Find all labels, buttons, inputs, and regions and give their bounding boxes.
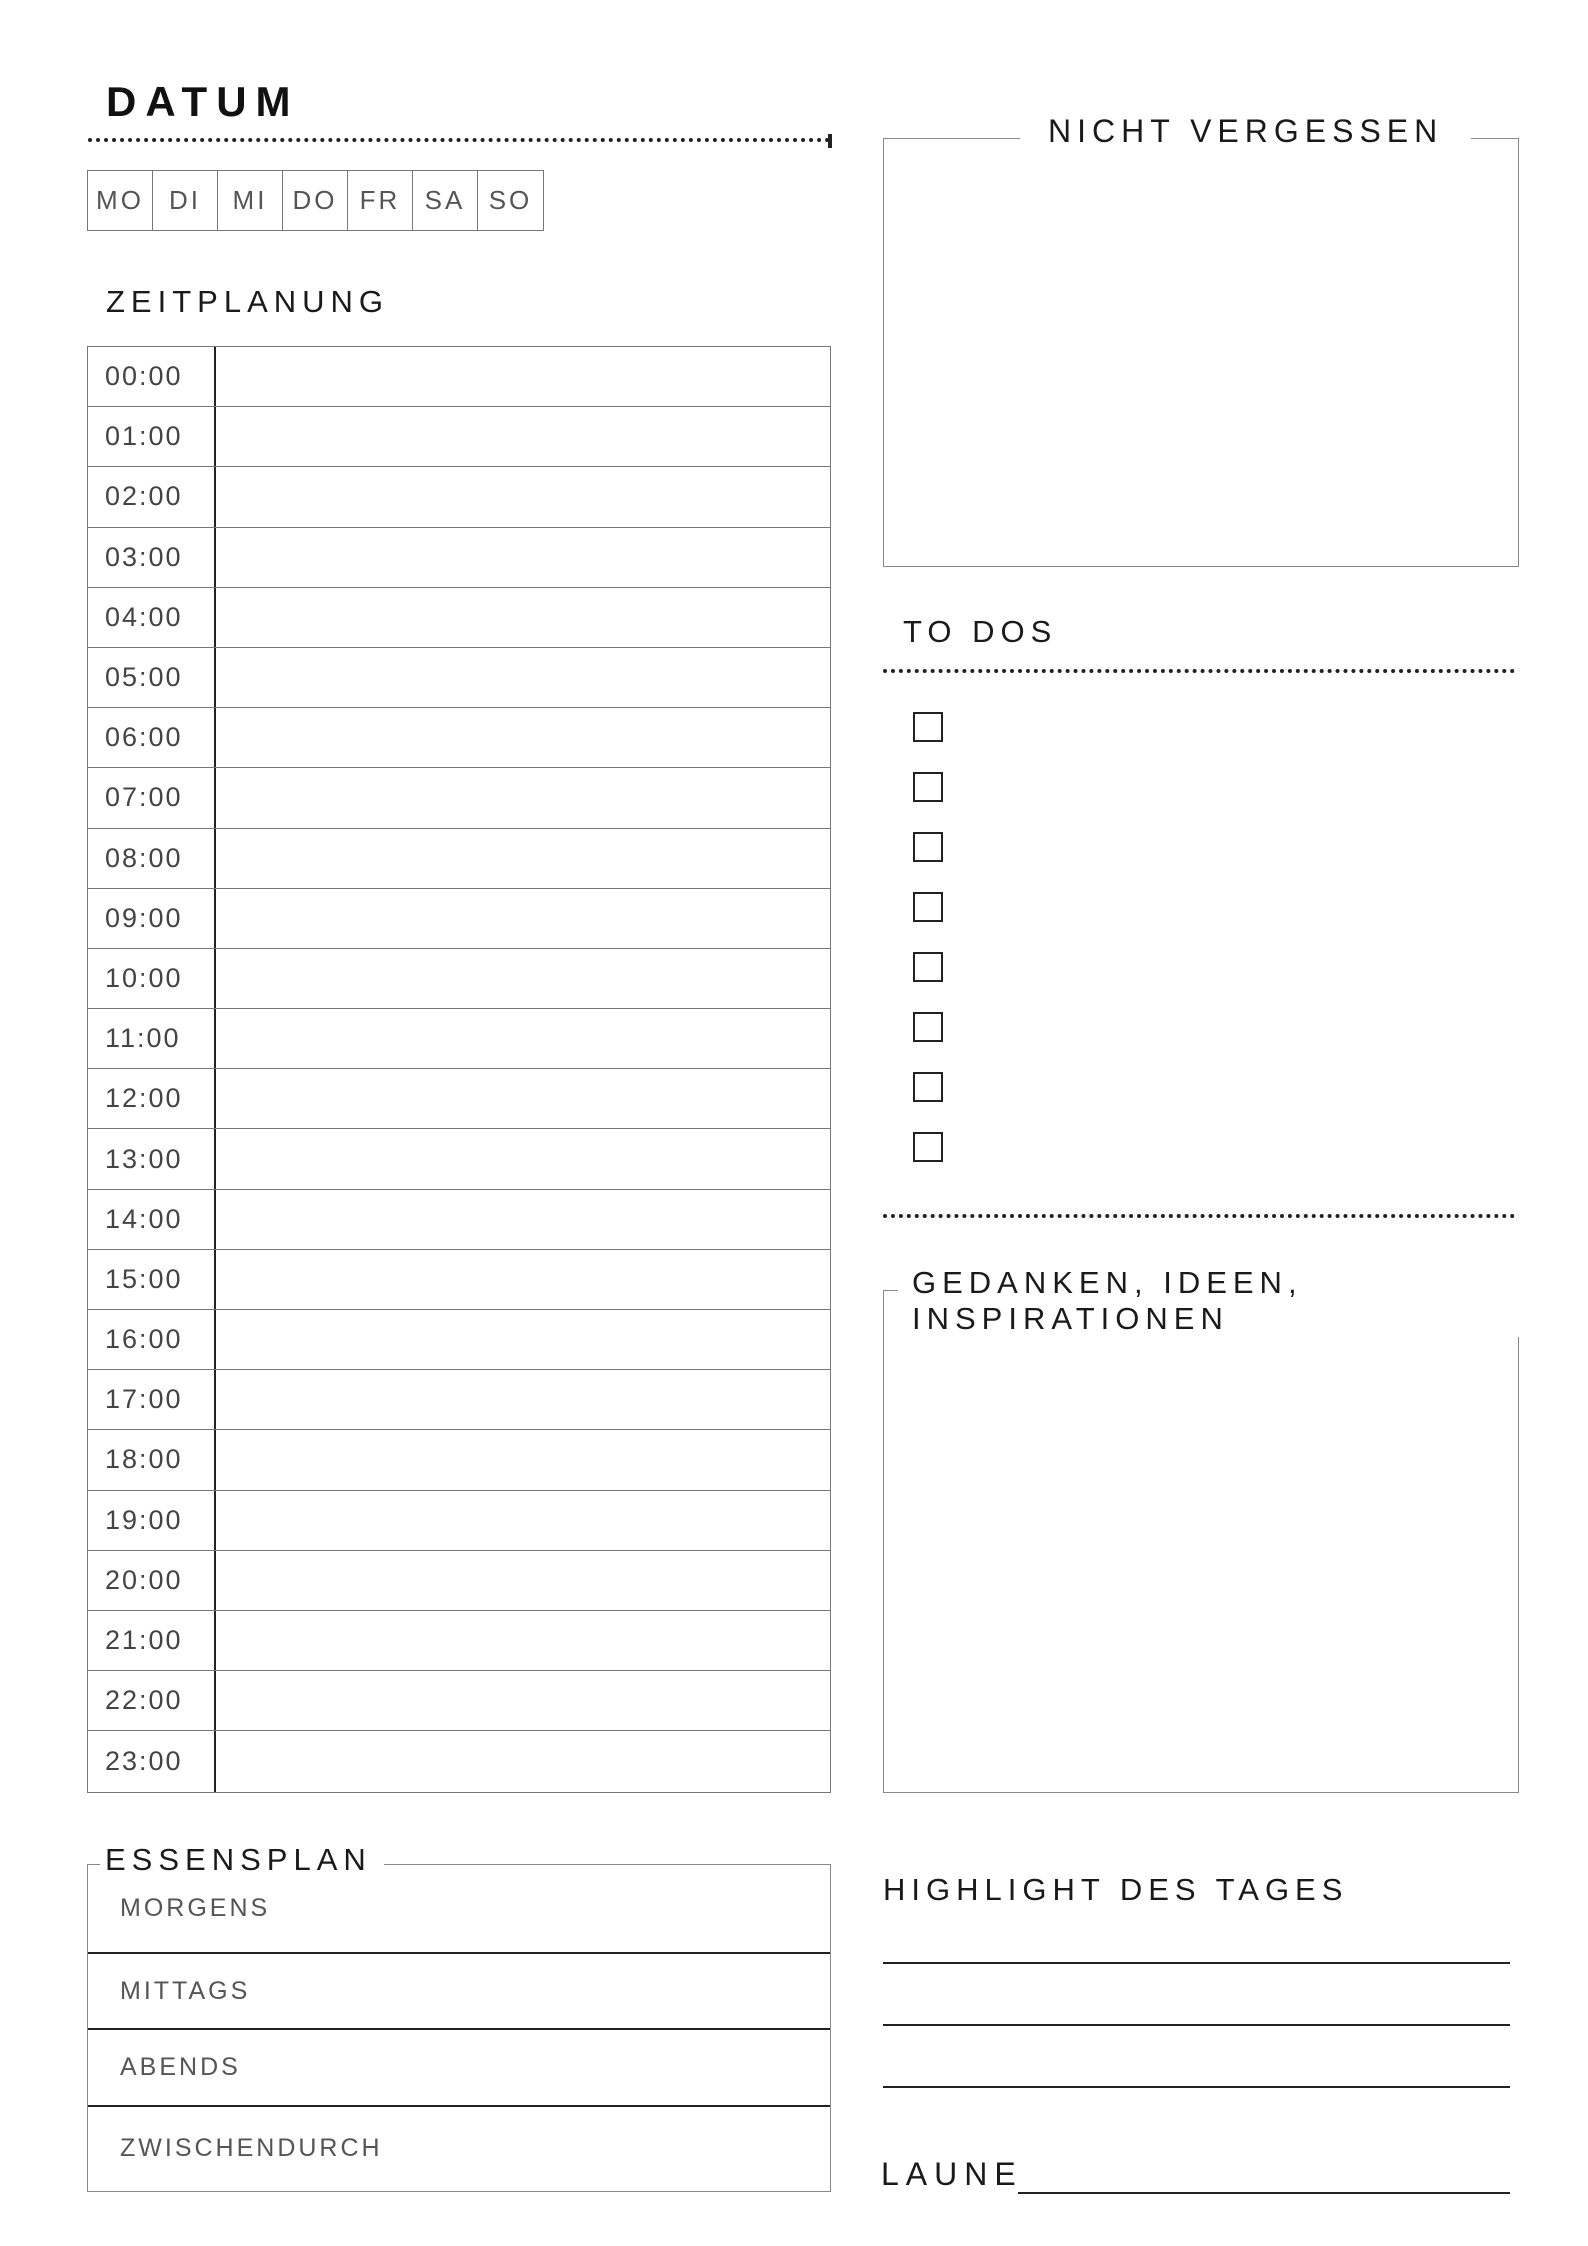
weekday-mo[interactable]: MO	[88, 171, 153, 230]
schedule-time-label: 18:00	[88, 1430, 216, 1489]
meal-row-abends[interactable]	[88, 2030, 830, 2107]
schedule-time-label: 23:00	[88, 1731, 216, 1791]
meal-label: MORGENS	[120, 1894, 271, 1922]
schedule-time-label: 12:00	[88, 1069, 216, 1128]
schedule-slot[interactable]	[216, 1129, 830, 1188]
schedule-row	[88, 648, 830, 708]
meal-row-mittags[interactable]	[88, 1954, 830, 2030]
highlight-write-line[interactable]	[883, 2024, 1510, 2026]
todo-checkbox[interactable]	[913, 772, 943, 802]
date-line-end-mark	[828, 134, 832, 148]
schedule-row	[88, 1129, 830, 1189]
schedule-slot[interactable]	[216, 407, 830, 466]
todo-checkbox[interactable]	[913, 1012, 943, 1042]
meal-plan-heading: ESSENSPLAN	[100, 1842, 384, 1878]
schedule-heading: ZEITPLANUNG	[106, 284, 390, 319]
schedule-row	[88, 829, 830, 889]
schedule-time-label: 08:00	[88, 829, 216, 888]
meal-label: ZWISCHENDURCH	[120, 2134, 383, 2162]
thoughts-ideas-heading: GEDANKEN, IDEEN, INSPIRATIONEN	[898, 1265, 1588, 1337]
thoughts-ideas-box[interactable]	[883, 1290, 1519, 1793]
schedule-slot[interactable]	[216, 1310, 830, 1369]
schedule-time-label: 13:00	[88, 1129, 216, 1188]
schedule-time-label: 03:00	[88, 528, 216, 587]
schedule-row	[88, 708, 830, 768]
schedule-slot[interactable]	[216, 467, 830, 526]
weekday-do[interactable]: DO	[283, 171, 348, 230]
schedule-row	[88, 1009, 830, 1069]
schedule-row	[88, 1551, 830, 1611]
date-write-line[interactable]	[88, 138, 830, 142]
schedule-slot[interactable]	[216, 1731, 830, 1791]
schedule-time-label: 06:00	[88, 708, 216, 767]
schedule-row	[88, 1069, 830, 1129]
weekday-di[interactable]: DI	[153, 171, 218, 230]
schedule-slot[interactable]	[216, 1430, 830, 1489]
schedule-row	[88, 1310, 830, 1370]
schedule-row	[88, 1370, 830, 1430]
todo-checkbox[interactable]	[913, 1072, 943, 1102]
weekday-so[interactable]: SO	[488, 185, 533, 215]
schedule-time-label: 15:00	[88, 1250, 216, 1309]
highlight-heading: HIGHLIGHT DES TAGES	[883, 1872, 1349, 1907]
weekday-mi[interactable]: MI	[218, 171, 283, 230]
schedule-time-label: 20:00	[88, 1551, 216, 1610]
meal-row-morgens[interactable]	[88, 1865, 830, 1954]
schedule-row	[88, 1190, 830, 1250]
todo-checkbox[interactable]	[913, 952, 943, 982]
schedule-time-label: 10:00	[88, 949, 216, 1008]
weekday-selector	[87, 170, 544, 231]
todo-divider-top	[883, 669, 1515, 673]
schedule-time-label: 05:00	[88, 648, 216, 707]
schedule-slot[interactable]	[216, 889, 830, 948]
schedule-row	[88, 588, 830, 648]
schedule-slot[interactable]	[216, 1190, 830, 1249]
schedule-slot[interactable]	[216, 1611, 830, 1670]
schedule-time-label: 04:00	[88, 588, 216, 647]
schedule-row	[88, 1491, 830, 1551]
meal-label: MITTAGS	[120, 1976, 251, 2005]
meal-row-zwischendurch[interactable]	[88, 2107, 830, 2190]
schedule-time-label: 09:00	[88, 889, 216, 948]
meal-label: ABENDS	[120, 2053, 241, 2081]
mood-write-line[interactable]	[1018, 2192, 1510, 2194]
schedule-slot[interactable]	[216, 1491, 830, 1550]
todo-checkbox[interactable]	[913, 712, 943, 742]
schedule-slot[interactable]	[216, 528, 830, 587]
schedule-slot[interactable]	[216, 708, 830, 767]
schedule-row	[88, 528, 830, 588]
schedule-row	[88, 949, 830, 1009]
schedule-slot[interactable]	[216, 1069, 830, 1128]
schedule-time-label: 01:00	[88, 407, 216, 466]
schedule-slot[interactable]	[216, 768, 830, 827]
todo-heading: TO DOS	[903, 614, 1058, 649]
schedule-slot[interactable]	[216, 829, 830, 888]
schedule-time-label: 16:00	[88, 1310, 216, 1369]
schedule-time-label: 17:00	[88, 1370, 216, 1429]
dont-forget-heading: NICHT VERGESSEN	[1020, 113, 1471, 150]
schedule-time-label: 00:00	[88, 347, 216, 406]
mood-heading: LAUNE	[881, 2156, 1023, 2192]
date-heading: DATUM	[106, 78, 300, 125]
schedule-time-label: 11:00	[88, 1009, 216, 1068]
schedule-row	[88, 768, 830, 828]
schedule-row	[88, 1611, 830, 1671]
highlight-write-line[interactable]	[883, 1962, 1510, 1964]
schedule-table	[87, 346, 831, 1793]
todo-divider-bottom	[883, 1214, 1515, 1218]
todo-checkbox[interactable]	[913, 1132, 943, 1162]
schedule-row	[88, 407, 830, 467]
schedule-time-label: 14:00	[88, 1190, 216, 1249]
schedule-slot[interactable]	[216, 1250, 830, 1309]
schedule-time-label: 21:00	[88, 1611, 216, 1670]
schedule-slot[interactable]	[216, 1551, 830, 1610]
schedule-slot[interactable]	[216, 1009, 830, 1068]
todo-checkbox[interactable]	[913, 832, 943, 862]
schedule-slot[interactable]	[216, 347, 830, 406]
schedule-row	[88, 1250, 830, 1310]
schedule-row	[88, 1671, 830, 1731]
schedule-time-label: 22:00	[88, 1671, 216, 1730]
schedule-row	[88, 1430, 830, 1490]
schedule-slot[interactable]	[216, 949, 830, 1008]
todo-checkbox[interactable]	[913, 892, 943, 922]
weekday-sa[interactable]: SA	[413, 171, 478, 230]
dont-forget-box[interactable]	[883, 138, 1519, 567]
schedule-slot[interactable]	[216, 648, 830, 707]
schedule-row	[88, 1731, 830, 1791]
highlight-write-line[interactable]	[883, 2086, 1510, 2088]
schedule-slot[interactable]	[216, 1370, 830, 1429]
schedule-time-label: 07:00	[88, 768, 216, 827]
schedule-row	[88, 889, 830, 949]
schedule-time-label: 19:00	[88, 1491, 216, 1550]
schedule-time-label: 02:00	[88, 467, 216, 526]
schedule-row	[88, 347, 830, 407]
weekday-fr[interactable]: FR	[348, 171, 413, 230]
schedule-slot[interactable]	[216, 1671, 830, 1730]
schedule-slot[interactable]	[216, 588, 830, 647]
schedule-row	[88, 467, 830, 527]
meal-plan-box	[87, 1864, 831, 2192]
